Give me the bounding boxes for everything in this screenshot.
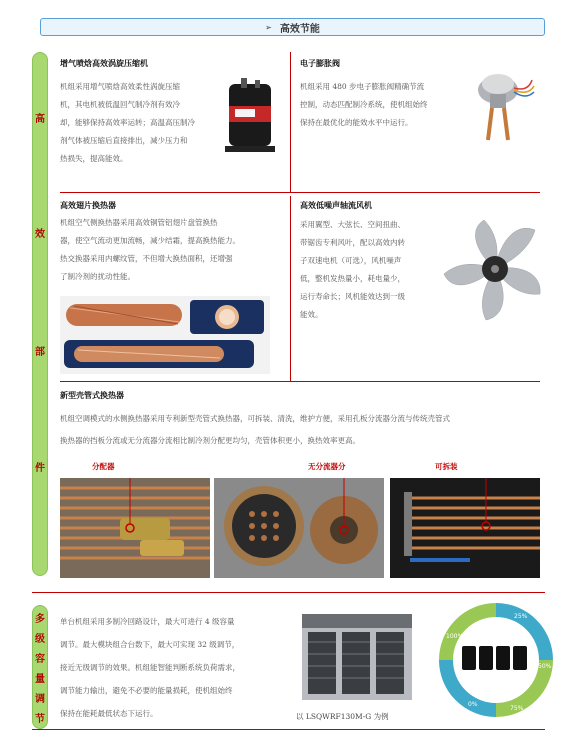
divider bbox=[32, 592, 545, 593]
sidebar-char: 高 bbox=[35, 114, 45, 125]
divider bbox=[290, 52, 291, 192]
removable-bundle-image bbox=[390, 478, 540, 578]
divider bbox=[32, 729, 545, 730]
sidebar-char: 部 bbox=[35, 347, 45, 358]
section-header bbox=[40, 18, 545, 36]
sidebar-char: 多 bbox=[35, 614, 45, 625]
fin-tube-image bbox=[60, 296, 270, 374]
axial-fan-image bbox=[440, 212, 550, 327]
valve-title: 电子膨胀阀 bbox=[300, 59, 340, 68]
shell-title: 新型壳管式换热器 bbox=[60, 391, 124, 400]
sidebar-char: 效 bbox=[35, 229, 45, 240]
fan-title: 高效低噪声轴流风机 bbox=[300, 201, 372, 210]
no-splitter-tag: 无分流器分 bbox=[308, 462, 346, 471]
compressor-image bbox=[225, 78, 275, 156]
compressor-title: 增气喷焓高效涡旋压缩机 bbox=[60, 59, 148, 68]
divider bbox=[60, 381, 540, 382]
sidebar-efficient-components bbox=[32, 52, 48, 576]
distributor-image bbox=[60, 478, 210, 578]
sidebar-char: 量 bbox=[35, 674, 45, 685]
sidebar-char: 调 bbox=[35, 694, 45, 705]
shell-text: 机组空调模式的水侧换热器采用专利新型壳管式换热器，可拆装、清洗，维护方便，采用孔板分流器分流与传统壳管式 换热器的挡板分流或无分流器分流相比制冷剂分配更均匀，壳管体积更小，换热效率更高。 bbox=[60, 414, 450, 445]
fin-text: 机组空气侧换热器采用高效铜管铝翅片盘管换热 器，使空气流动更加流畅，减少结霜，提高换热能力。 热交换器采用内螺纹管，不但增大换热面积，还增强 了制冷剂的扰动性能。 bbox=[60, 218, 240, 281]
unit-caption: 以 LSQWRF130M-G 为例 bbox=[296, 712, 389, 721]
sidebar-char: 节 bbox=[35, 714, 45, 725]
sidebar-char: 件 bbox=[35, 463, 45, 474]
capacity-text: 单台机组采用多制冷回路设计，最大可进行 4 级容量 调节。最大模块组合台数下，最大可实现 32 级调节， 接近无级调节的效果。机组能智能判断系统负荷需求， 调节能力输出，避免不必要的能量损耗，使机组始终 保持在能耗最低状态下运行。 bbox=[60, 617, 240, 718]
section-title: 高效节能 bbox=[279, 23, 320, 35]
valve-text: 机组采用 480 步电子膨胀阀精确节流 控制，动态匹配制冷系统，使机组始终 保持在最优化的能效水平中运行。 bbox=[300, 82, 428, 127]
removable-tag: 可拆装 bbox=[435, 462, 458, 471]
sidebar-char: 容 bbox=[35, 654, 45, 665]
sidebar-char: 级 bbox=[35, 634, 45, 645]
fan-text: 采用翼型、大弦长、空间扭曲、 带锯齿专利风叶，配以高效内转 子双速电机（可选），风机噪声 低，整机发热量小，耗电量少， 运行寿命长；风机能效达到一级 能效。 bbox=[300, 220, 405, 319]
divider bbox=[290, 196, 291, 381]
tube-sheet-image bbox=[214, 478, 384, 578]
ring-label: 0% bbox=[468, 701, 478, 708]
ring-label: 100% bbox=[446, 633, 464, 640]
expansion-valve-image bbox=[470, 62, 536, 142]
fin-title: 高效翅片换热器 bbox=[60, 201, 116, 210]
ring-label: 50% bbox=[538, 663, 552, 670]
ring-label: 75% bbox=[510, 705, 524, 712]
arrow-icon: ➢ bbox=[265, 22, 272, 32]
divider bbox=[60, 192, 540, 193]
compressor-text: 机组采用增气喷焓高效柔性涡旋压缩 机，其电机被低温回气制冷剂有效冷 却，能够保持高效率运转；高温高压制冷 剂气体被压缩后直接排出，减少压力和 热损失，提高能效。 bbox=[60, 82, 195, 163]
capacity-ring-diagram bbox=[440, 602, 552, 720]
ring-label: 25% bbox=[514, 613, 528, 620]
modular-unit-image bbox=[298, 608, 416, 706]
distributor-tag: 分配器 bbox=[92, 462, 115, 471]
